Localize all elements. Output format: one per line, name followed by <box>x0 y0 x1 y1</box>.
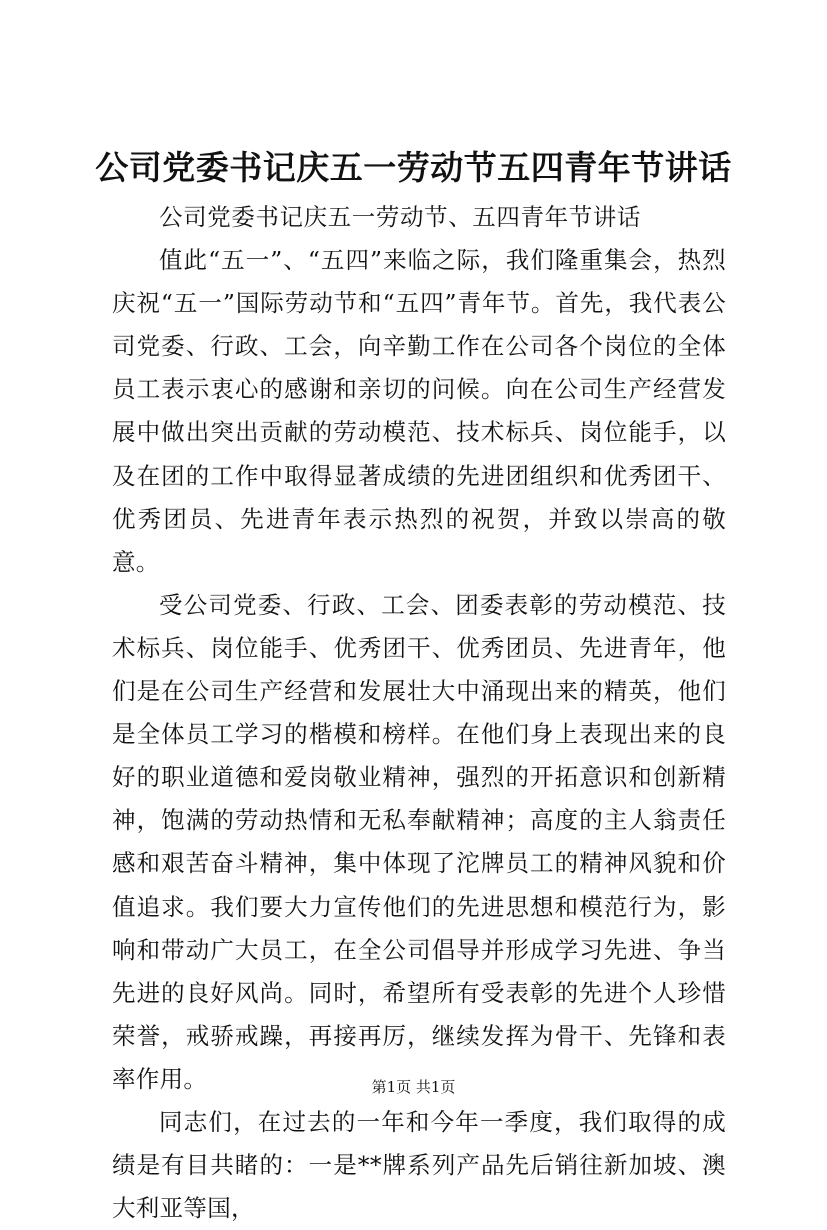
subtitle-paragraph: 公司党委书记庆五一劳动节、五四青年节讲话 <box>159 203 641 231</box>
paragraph-achievements: 同志们，在过去的一年和今年一季度，我们取得的成绩是有目共睹的：一是**牌系列产品先后销往新加坡、澳大利亚等国， <box>112 1107 726 1223</box>
page-number: 第1页 共1页 <box>371 1078 456 1096</box>
document-title: 公司党委书记庆五一劳动节五四青年节讲话 <box>95 148 732 187</box>
paragraph-honorees: 受公司党委、行政、工会、团委表彰的劳动模范、技术标兵、岗位能手、优秀团干、优秀团员、先进青年，他们是在公司生产经营和发展壮大中涌现出来的精英，他们是全体员工学习的楷模和榜样。在他们身上表现出来的良好的职业道德和爱岗敬业精神，强烈的开拓意识和创新精神，饱满的劳动热情和无私奉献精神；高度的主人翁责任感和艰苦奋斗精神，集中体现了沱牌员工的精神风貌和价值追求。我们要大力宣传他们的先进思想和模范行为，影响和带动广大员工，在全公司倡导并形成学习先进、争当先进的良好风尚。同时，希望所有受表彰的先进个人珍惜荣誉，戒骄戒躁，再接再厉，继续发挥为骨干、先锋和表率作用。 <box>112 590 726 1093</box>
paragraph-greeting: 值此“五一”、“五四”来临之际，我们隆重集会，热烈庆祝“五一”国际劳动节和“五四”青年节。首先，我代表公司党委、行政、工会，向辛勤工作在公司各个岗位的全体员工表示衷心的感谢和亲切的问候。向在公司生产经营发展中做出突出贡献的劳动模范、技术标兵、岗位能手，以及在团的工作中取得显著成绩的先进团组织和优秀团干、优秀团员、先进青年表示热烈的祝贺，并致以崇高的敬意。 <box>112 246 726 576</box>
document-body <box>112 196 726 1230</box>
